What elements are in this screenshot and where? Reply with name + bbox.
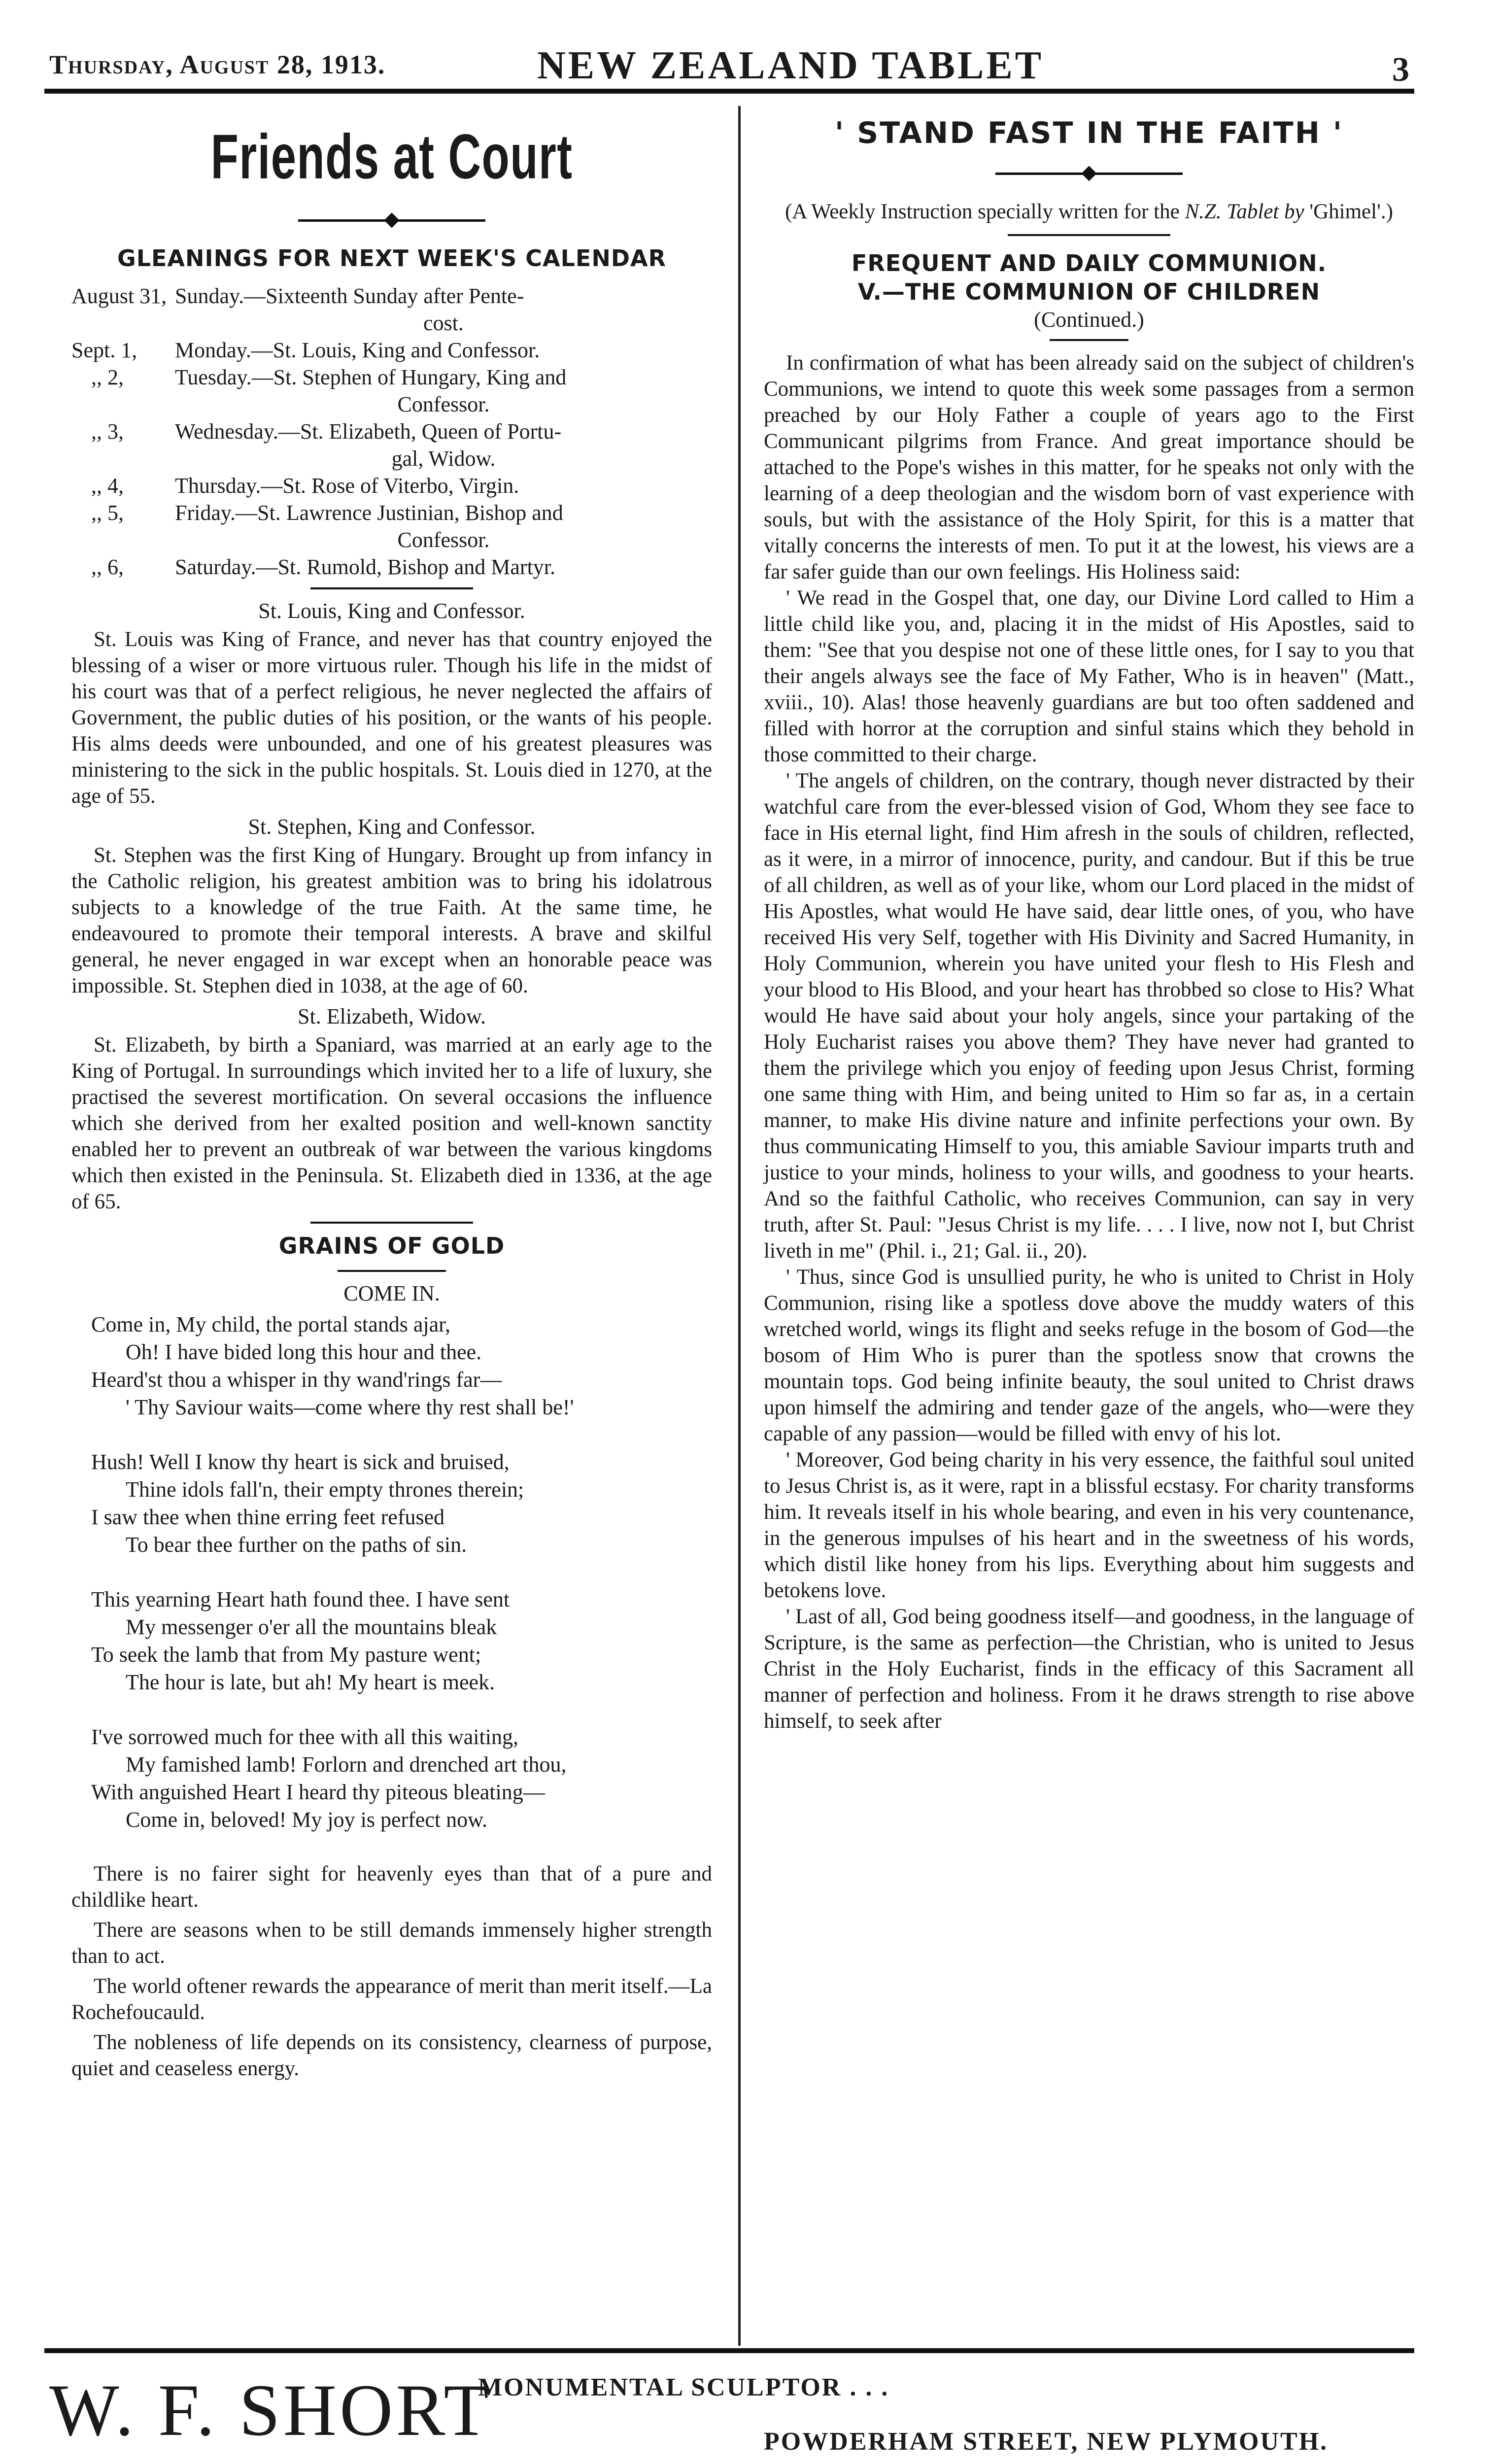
calendar-date: ,, 5, — [91, 501, 124, 525]
calendar-cont: Confessor. — [397, 528, 490, 552]
maxim: There is no fairer sight for heavenly eyes than that of a pure and childlike heart. — [71, 1862, 712, 1912]
maxim: The nobleness of life depends on its consistency, clearness of purpose, quiet and ceaseless energy. — [71, 2031, 712, 2080]
advertiser-name: W. F. SHORT — [49, 2369, 492, 2451]
calendar-entry — [71, 553, 712, 581]
stanza — [71, 1723, 712, 1834]
saint-body: St. Louis was King of France, and never has that country enjoyed the blessing of a wiser or more virtuous ruler. Though his life in the midst of his court was that of a perfect religious, he never neglected the affairs of Government, the public duties of his position, or the wants of his people. His alms deeds were unbounded, and one of his greatest pleasures was ministering to the sick in the public hospitals. St. Louis died in 1270, at the age of 55. — [71, 628, 712, 808]
divider — [1008, 234, 1170, 236]
article-paragraph: ' Last of all, God being goodness itself—and goodness, in the language of Scripture, is the same as perfection—the Christian, who is united to Jesus Christ in the Holy Eucharist, finds in the efficacy of this Sacrament all manner of perfection and holiness. From it he draws strength to rise above himself, to seek after — [764, 1605, 1414, 1733]
divider — [1050, 339, 1128, 341]
poem-line: The hour is late, but ah! My heart is meek. — [126, 1670, 495, 1694]
poem-line: With anguished Heart I heard thy piteous bleating— — [91, 1780, 545, 1804]
calendar-entry — [71, 364, 712, 418]
calendar-entry — [71, 337, 712, 364]
divider — [310, 1222, 473, 1224]
maxim: The world oftener rewards the appearance of merit than merit itself.—La Rochefoucauld. — [71, 1975, 712, 2024]
intro-note — [764, 198, 1414, 225]
article-paragraph: ' Thus, since God is unsullied purity, he who is united to Christ in Holy Communion, rising like a spotless dove above the muddy waters of this wretched world, wings its flight and seeks refuge in the bosom of God—the bosom of Him Who is purer than the spotless snow that crowns the mountain tops. God being infinite beauty, the soul united to Christ draws upon himself the admiring and tender gaze of the angels, who—were they capable of any passion—would be filled with envy of his lot. — [764, 1266, 1414, 1445]
saint-heading: St. Elizabeth, Widow. — [298, 1004, 486, 1028]
divider — [338, 1270, 446, 1272]
stanza — [71, 1311, 712, 1421]
advertisement — [44, 2348, 1414, 2464]
calendar-text: Saturday.—St. Rumold, Bishop and Martyr. — [175, 555, 556, 579]
poem-line: Thine idols fall'n, their empty thrones therein; — [126, 1477, 524, 1502]
poem-line: I saw thee when thine erring feet refused — [91, 1505, 445, 1529]
right-column — [764, 101, 1414, 1734]
poem-line: To seek the lamb that from My pasture went; — [91, 1643, 481, 1667]
communion-heading: FREQUENT AND DAILY COMMUNION. — [851, 250, 1327, 276]
stand-fast-title: ' STAND FAST IN THE FAITH ' — [834, 116, 1344, 150]
calendar-text: Thursday.—St. Rose of Viterbo, Virgin. — [175, 474, 519, 498]
column-divider — [738, 106, 741, 2346]
saint-heading: St. Louis, King and Confessor. — [258, 599, 525, 623]
calendar-date: ,, 2, — [91, 365, 124, 389]
poem-line: My messenger o'er all the mountains bleak — [126, 1615, 497, 1639]
ornament-rule — [995, 161, 1183, 186]
divider — [310, 587, 473, 589]
calendar-entry — [71, 282, 712, 337]
left-column — [71, 101, 712, 2082]
intro-by: by — [1284, 200, 1304, 223]
stanza — [71, 1448, 712, 1559]
calendar-entry — [71, 418, 712, 472]
poem — [71, 1311, 712, 1834]
calendar-list — [71, 282, 712, 581]
calendar-text: Tuesday.—St. Stephen of Hungary, King and — [175, 365, 567, 389]
masthead — [44, 15, 1414, 94]
poem-line: Hush! Well I know thy heart is sick and bruised, — [91, 1450, 510, 1474]
poem-line: This yearning Heart hath found thee. I have sent — [91, 1587, 510, 1611]
calendar-heading: GLEANINGS FOR NEXT WEEK'S CALENDAR — [117, 245, 667, 272]
maxim: There are seasons when to be still demands immensely higher strength than to act. — [71, 1918, 712, 1968]
calendar-text: Wednesday.—St. Elizabeth, Queen of Portu- — [175, 419, 562, 444]
calendar-entry — [71, 499, 712, 553]
poem-line: Oh! I have bided long this hour and thee. — [126, 1340, 482, 1364]
intro-line: (A Weekly Instruction specially written for the — [785, 200, 1180, 223]
article-paragraph: In confirmation of what has been already said on the subject of children's Communions, we intend to quote this week some passages from a sermon preached by our Holy Father a couple of years ago to the First Communicant pilgrims from France. And great importance should be attached to the Pope's wishes in this matter, for he speaks not only with the learning of a deep theologian and the wisdom born of vast experience with souls, but with the assistance of the Holy Spirit, for this is a matter that vitally concerns the interests of men. To put it at the lowest, his views are a far safer guide than our own feelings. His Holiness said: — [764, 351, 1414, 583]
grains-heading: GRAINS OF GOLD — [278, 1232, 505, 1259]
poem-line: I've sorrowed much for thee with all this waiting, — [91, 1725, 518, 1749]
calendar-date: ,, 4, — [91, 474, 124, 498]
poem-line: Come in, beloved! My joy is perfect now. — [126, 1808, 487, 1832]
poem-line: Heard'st thou a whisper in thy wand'rings far— — [91, 1368, 502, 1392]
masthead-date: Thursday, August 28, 1913. — [49, 50, 386, 79]
masthead-title: NEW ZEALAND TABLET — [537, 44, 1044, 87]
poem-line: To bear thee further on the paths of sin. — [126, 1533, 467, 1557]
calendar-cont: Confessor. — [397, 392, 490, 416]
calendar-date: Sept. 1, — [71, 338, 137, 362]
poem-line: ' Thy Saviour waits—come where thy rest shall be!' — [126, 1395, 574, 1419]
friends-at-court-title: Friends at Court — [210, 122, 573, 192]
poem-title: COME IN. — [343, 1281, 440, 1305]
advertiser-address: POWDERHAM STREET, NEW PLYMOUTH. — [764, 2428, 1329, 2456]
poem-line: My famished lamb! Forlorn and drenched art thou, — [126, 1752, 567, 1777]
intro-author: 'Ghimel'.) — [1309, 200, 1393, 223]
page-number: 3 — [1392, 51, 1409, 89]
calendar-cont: cost. — [423, 311, 464, 335]
calendar-text: Friday.—St. Lawrence Justinian, Bishop and — [175, 501, 563, 525]
continued-label: (Continued.) — [1034, 308, 1144, 332]
saint-heading: St. Stephen, King and Confessor. — [248, 815, 536, 839]
article-paragraph: ' Moreover, God being charity in his very essence, the faithful soul united to Jesus Christ is, as it were, rapt in a blissful ecstasy. For charity transforms him. It reveals itself in his whole bearing, and even in his very countenance, in the generous impulses of his heart and in the sweetness of his words, which distil like honey from his lips. Everything about him suggests and betokens love. — [764, 1448, 1414, 1602]
advertiser-role: MONUMENTAL SCULPTOR . . . — [478, 2373, 889, 2401]
children-heading: V.—THE COMMUNION OF CHILDREN — [857, 278, 1321, 305]
poem-line: Come in, My child, the portal stands ajar, — [91, 1312, 450, 1336]
intro-publication: N.Z. Tablet — [1185, 200, 1279, 223]
stanza — [71, 1586, 712, 1696]
saint-body: St. Stephen was the first King of Hungary. Brought up from infancy in the Catholic religion, his greatest ambition was to bring his idolatrous subjects to a knowledge of the true Faith. At the same time, he endeavoured to promote their temporal interests. A brave and skilful general, he never engaged in war except when an honorable peace was impossible. St. Stephen died in 1038, at the age of 60. — [71, 844, 712, 997]
article-paragraph: ' We read in the Gospel that, one day, our Divine Lord called to Him a little child like you, and, placing it in the midst of His Apostles, said to them: "See that you despise not one of these little ones, for I say to you that their angels always see the face of My Father, Who is in heaven" (Matt., xviii., 10). Alas! those heavenly guardians are but too often saddened and filled with horror at the corruption and sinful stains which they behold in those committed to their charge. — [764, 586, 1414, 766]
ornament-rule — [298, 208, 485, 233]
calendar-entry — [71, 472, 712, 499]
calendar-text: Sunday.—Sixteenth Sunday after Pente- — [175, 284, 524, 308]
calendar-cont: gal, Widow. — [391, 446, 496, 471]
calendar-date: August 31, — [71, 284, 167, 308]
saint-body: St. Elizabeth, by birth a Spaniard, was married at an early age to the King of Portugal. In surroundings which invited her to a life of luxury, she practised the severest mortification. On several occasions the influence which she derived from her exalted position and well-known sanctity enabled her to prevent an outbreak of war between the various kingdoms which then existed in the Peninsula. St. Elizabeth died in 1336, at the age of 65. — [71, 1033, 712, 1213]
calendar-text: Monday.—St. Louis, King and Confessor. — [175, 338, 540, 362]
article-paragraph: ' The angels of children, on the contrary, though never distracted by their watchful care from the ever-blessed vision of God, Whom they see face to face in His eternal light, find Him afresh in the souls of children, reflected, as it were, in a mirror of innocence, purity, and candour. But if this be true of all children, as well as of your like, whom our Lord placed in the midst of His Apostles, what would He have said, dear little ones, of you, who have received His very Self, together with His Divinity and Sacred Humanity, in Holy Communion, wherein you have united your flesh to His Flesh and your blood to His Blood, and your heart has throbbed so close to His? What would He have said about your holy angels, since your partaking of the Holy Eucharist raises you above them? They have never had granted to them the privilege which you enjoy of feeding upon Jesus Christ, forming one same thing with Him, and being united to Him so far as, in a certain manner, to make His divine nature and infinite perfections your own. By thus communicating Himself to you, this amiable Saviour imparts truth and justice to your minds, holiness to your wills, and goodness to your hearts. And so the faithful Catholic, who receives Communion, can say in very truth, after St. Paul: "Jesus Christ is my life. . . . I live, now not I, but Christ liveth in me" (Phil. i., 21; Gal. ii., 20). — [764, 769, 1414, 1263]
calendar-date: ,, 3, — [91, 419, 124, 444]
calendar-date: ,, 6, — [91, 555, 124, 579]
